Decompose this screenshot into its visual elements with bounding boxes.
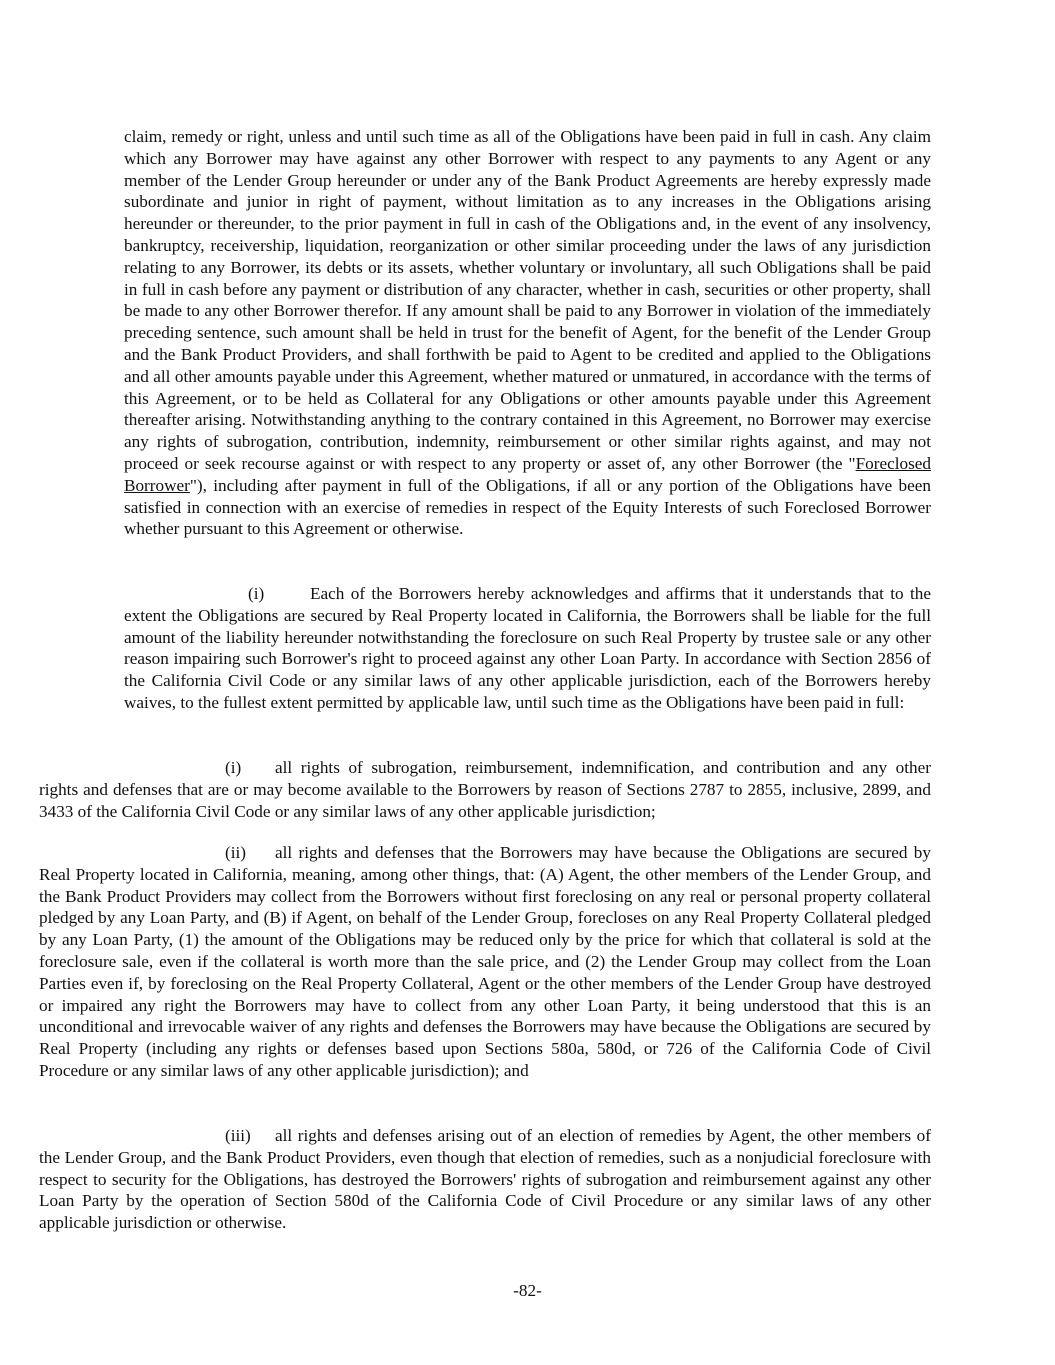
defined-term-foreclosed-borrower: Foreclosed Borrower (124, 453, 931, 495)
waiver-iii-text: all rights and defenses arising out of an election of remedies by Agent, the other members of the Lender Group, and the Bank Product Providers, even though that election of remedies, such as a nonjudicial foreclosure with respect to security for the Obligations, has destroyed the Borrowers' rights of subrogation and reimbursement against any other Loan Party by the operation of Section 580d of the California Code of Civil Procedure or any similar laws of any other applicable jurisdiction or otherwise. (39, 1126, 931, 1233)
continuation-text-after: "), including after payment in full of the Obligations, if all or any portion of the Obligations have been satisfied in connection with an exercise of remedies in respect of the Equity Interests of such Foreclosed Borrower whether pursuant to this Agreement or otherwise. (124, 475, 931, 539)
waiver-paragraph-i (39, 757, 931, 822)
page-number: -82- (513, 1281, 542, 1300)
continuation-text-before: claim, remedy or right, unless and until such time as all of the Obligations have been paid in full in cash. Any claim which any Borrower may have against any other Borrower with respect to any payments to any Agent or any member of the Lender Group hereunder or under any of the Bank Product Agreements are hereby expressly made subordinate and junior in right of payment, without limitation as to any increases in the Obligations arising hereunder or thereunder, to the prior payment in full in cash of the Obligations and, in the event of any insolvency, bankruptcy, receivership, liquidation, reorganization or other similar proceeding under the laws of any jurisdiction relating to any Borrower, its debts or its assets, whether voluntary or involuntary, all such Obligations shall be paid in full in cash before any payment or distribution of any character, whether in cash, securities or other property, shall be made to any other Borrower therefor. If any amount shall be paid to any Borrower in violation of the immediately preceding sentence, such amount shall be held in trust for the benefit of Agent, for the benefit of the Lender Group and the Bank Product Providers, and shall forthwith be paid to Agent to be credited and applied to the Obligations and all other amounts payable under this Agreement, whether matured or unmatured, in accordance with the terms of this Agreement, or to be held as Collateral for any Obligations or other amounts payable under this Agreement thereafter arising. Notwithstanding anything to the contrary contained in this Agreement, no Borrower may exercise any rights of subrogation, contribution, indemnity, reimbursement or other similar rights against, and may not proceed or seek recourse against or with respect to any property or asset of, any other Borrower (the " (124, 127, 931, 473)
continuation-paragraph (124, 126, 931, 540)
waiver-i-text: all rights of subrogation, reimbursement, indemnification, and contribution and any other rights and defenses that are or may become available to the Borrowers by reason of Sections 2787 to 2855, inclusive, 2899, and 3433 of the California Civil Code or any similar laws of any other applicable jurisdiction; (39, 758, 931, 821)
waiver-i-marker: (i) (225, 758, 242, 777)
waiver-iii-marker: (iii) (225, 1126, 251, 1145)
waiver-paragraph-ii (39, 842, 931, 1082)
section-i-marker: (i) (248, 584, 265, 603)
section-i-paragraph (124, 583, 931, 714)
waiver-paragraph-iii (39, 1125, 931, 1234)
waiver-ii-marker: (ii) (225, 843, 246, 862)
waiver-ii-text: all rights and defenses that the Borrowers may have because the Obligations are secured by Real Property located in California, meaning, among other things, that: (A) Agent, the other members of the Lender Group, and the Bank Product Providers may collect from the Borrowers without first foreclosing on any real or personal property collateral pledged by any Loan Party, and (B) if Agent, on behalf of the Lender Group, forecloses on any Real Property Collateral pledged by any Loan Party, (1) the amount of the Obligations may be reduced only by the price for which that collateral is sold at the foreclosure sale, even if the collateral is worth more than the sale price, and (2) the Lender Group may collect from the Loan Parties even if, by foreclosing on the Real Property Collateral, Agent or the other members of the Lender Group have destroyed or impaired any right the Borrowers may have to collect from any other Loan Party, it being understood that this is an unconditional and irrevocable waiver of any rights and defenses the Borrowers may have because the Obligations are secured by Real Property (including any rights or defenses based upon Sections 580a, 580d, or 726 of the California Code of Civil Procedure or any similar laws of any other applicable jurisdiction); and (39, 843, 931, 1080)
section-i-text: Each of the Borrowers hereby acknowledges and affirms that it understands that to the extent the Obligations are secured by Real Property located in California, the Borrowers shall be liable for the full amount of the liability hereunder notwithstanding the foreclosure on such Real Property by trustee sale or any other reason impairing such Borrower's right to proceed against any other Loan Party. In accordance with Section 2856 of the California Civil Code or any similar laws of any other applicable jurisdiction, each of the Borrowers hereby waives, to the fullest extent permitted by applicable law, until such time as the Obligations have been paid in full: (124, 584, 931, 712)
